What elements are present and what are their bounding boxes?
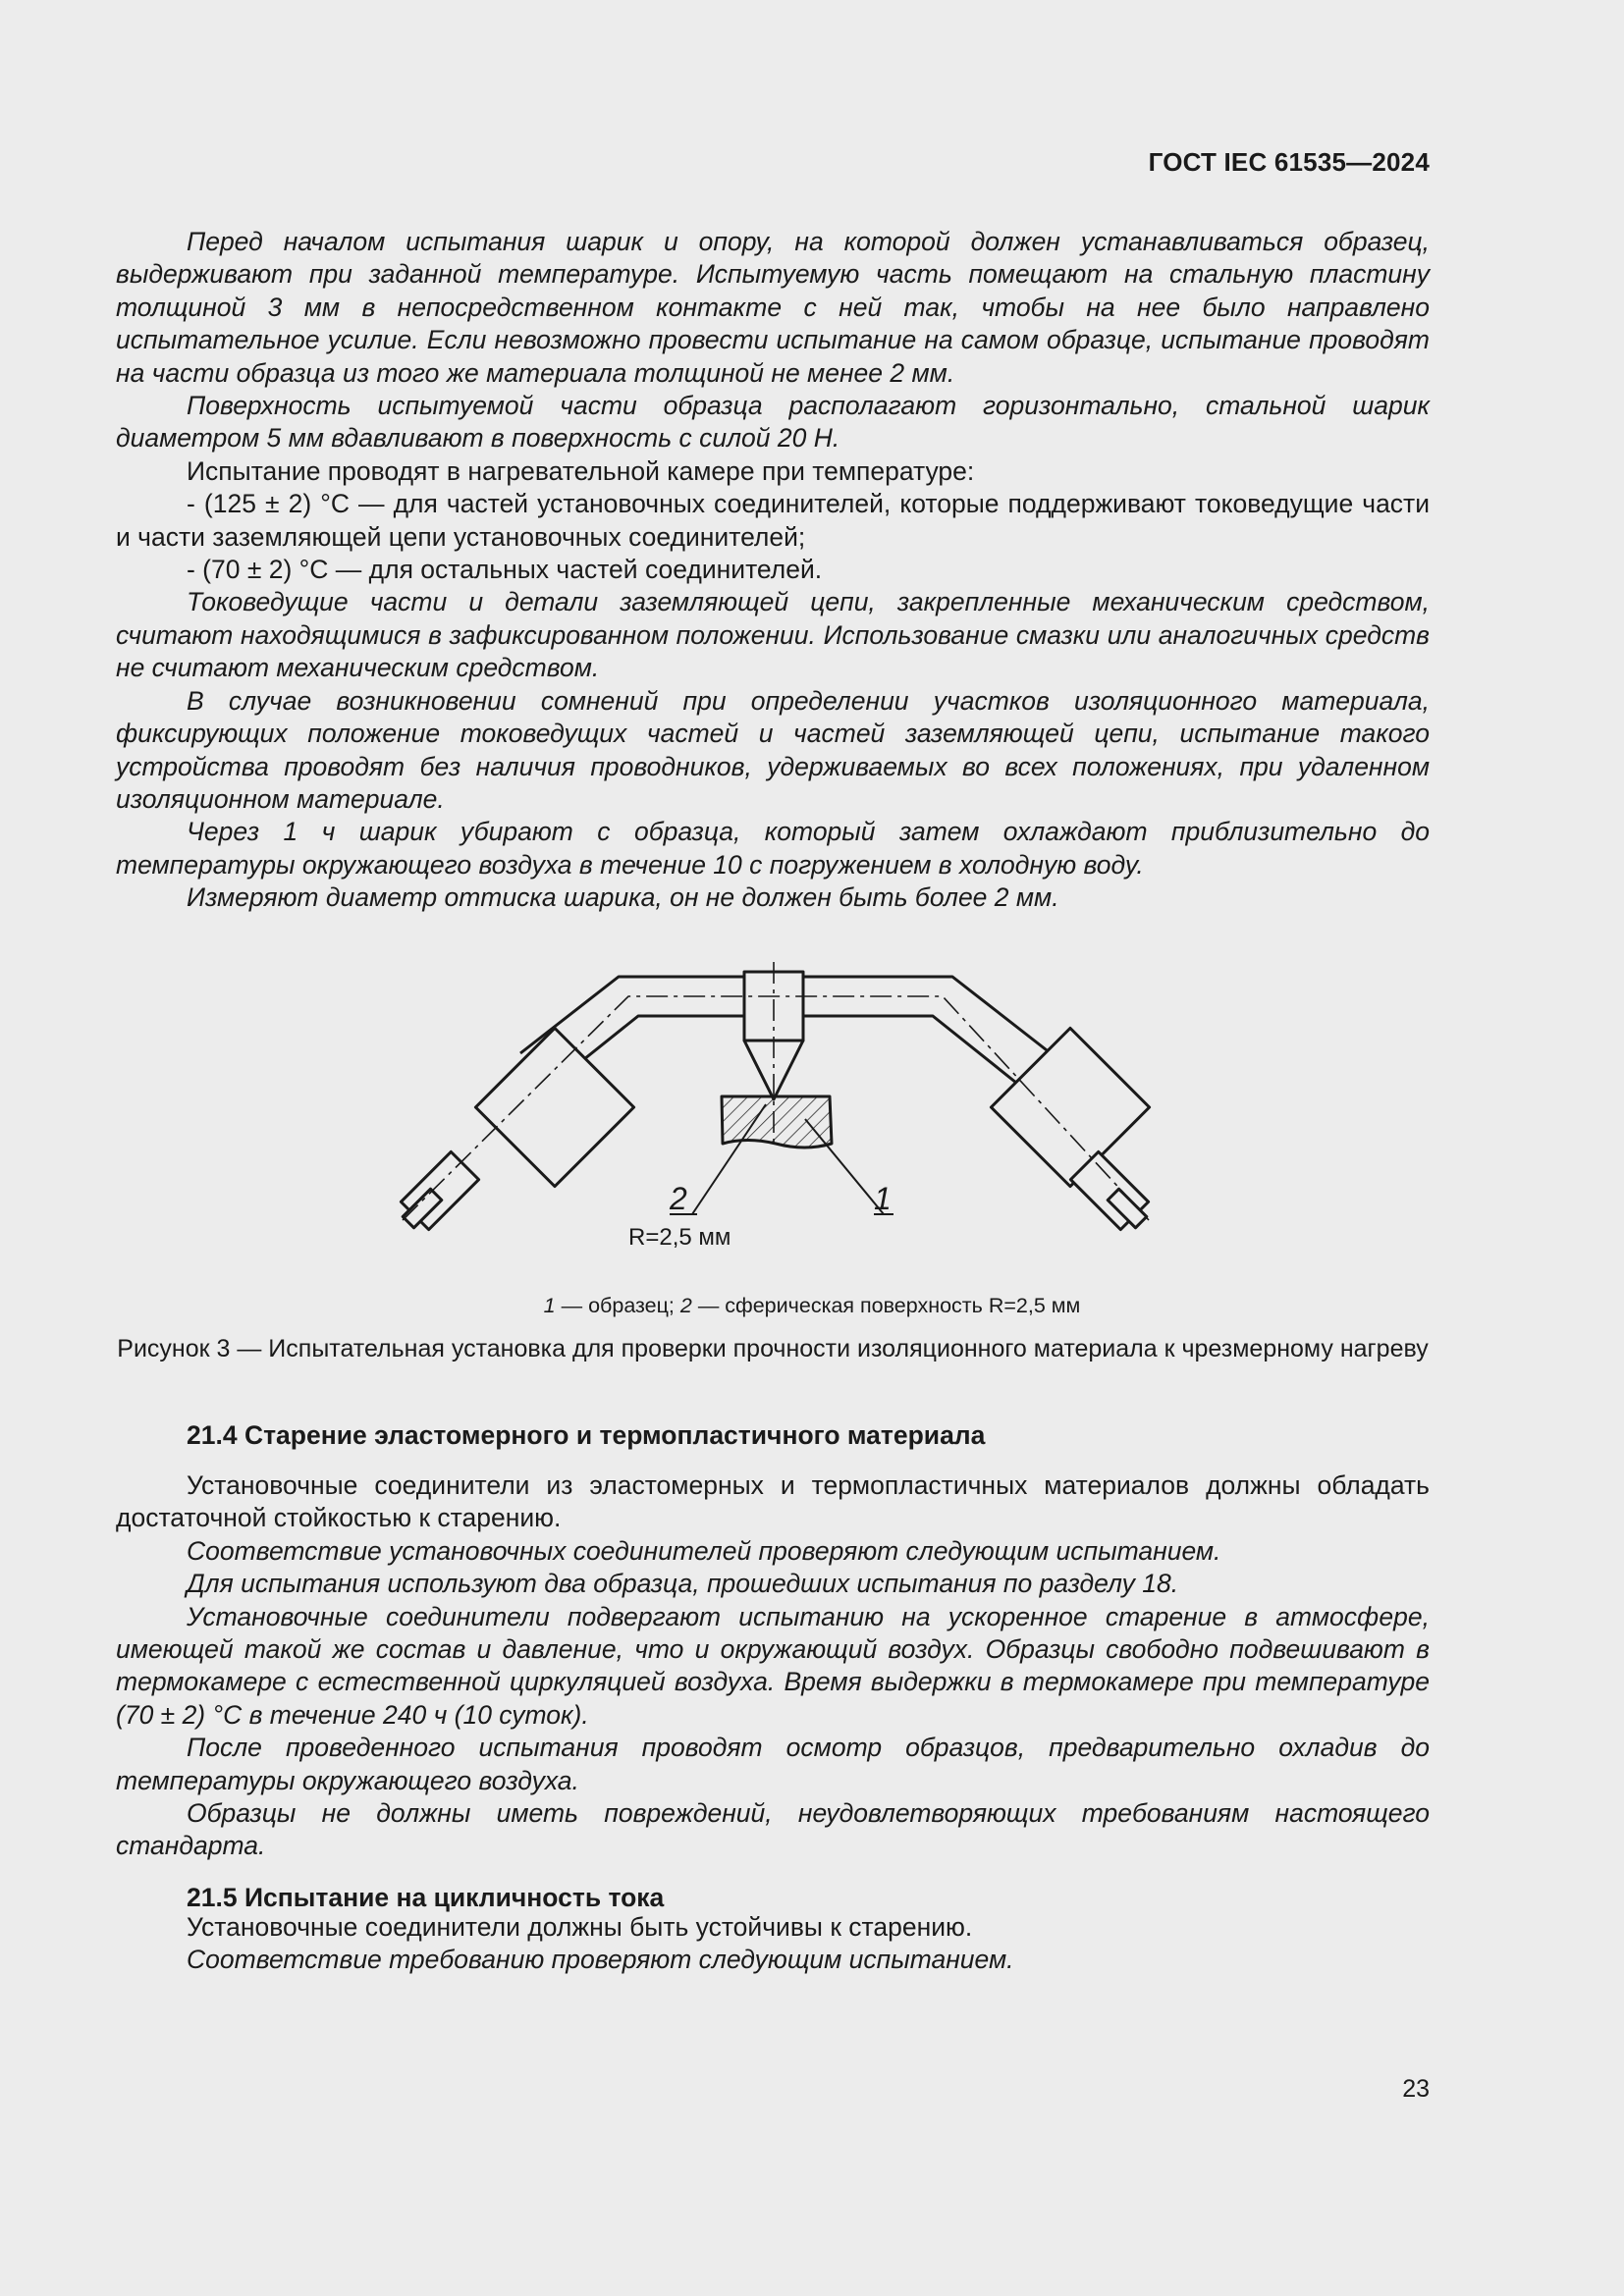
document-header: ГОСТ IEC 61535—2024 — [1148, 147, 1430, 177]
paragraph: Испытание проводят в нагревательной камере при температуре: — [187, 455, 975, 486]
right-weight-block — [991, 1028, 1149, 1186]
paragraph: Соответствие установочных соединителей проверяют следующим испытанием. — [187, 1535, 1221, 1566]
figure-legend — [0, 1294, 1624, 1318]
section-21-4-text — [116, 1469, 1430, 1863]
paragraph: Соответствие требованию проверяют следующим испытанием. — [187, 1945, 1014, 1975]
section-21-5-text — [116, 1911, 1430, 1977]
paragraph: Образцы не должны иметь повреждений, неудовлетворяющих требованиям настоящего стандарта. — [116, 1798, 1430, 1861]
label-1: 1 — [874, 1181, 892, 1216]
figure-3-test-apparatus — [373, 957, 1178, 1261]
paragraph: Через 1 ч шарик убирают с образца, который затем охлаждают приблизительно до температуры окружающего воздуха в течение 10 с погружением в холодную воду. — [116, 817, 1430, 880]
legend-number-2: 2 — [679, 1294, 692, 1317]
paragraph: Для испытания используют два образца, прошедших испытания по разделу 18. — [187, 1569, 1179, 1599]
legend-text-2: — сферическая поверхность R=2,5 мм — [691, 1294, 1081, 1317]
paragraph: Перед началом испытания шарик и опору, на которой должен устанавливаться образец, выдерживают при заданной температуре. Испытуемую часть помещают на стальную пластину толщиной 3 мм в непосредственном контакте с ней так, чтобы на нее было направлено испытательное усилие. Если невозможно провести испытание на самом образце, испытание проводят на части образца из того же материала толщиной не менее 2 мм. — [116, 227, 1430, 388]
specimen — [722, 1096, 832, 1148]
paragraph: В случае возникновении сомнений при определении участков изоляционного материала, фиксирующих положение токоведущих частей и частей заземляющей цепи, испытание такого устройства проводят без наличия проводников, удерживаемых во всех положениях, при удаленном изоляционном материале. — [116, 685, 1430, 814]
label-2: 2 — [670, 1181, 687, 1216]
section-21-3-text — [116, 226, 1430, 915]
figure-caption: Рисунок 3 — Испытательная установка для проверки прочности изоляционного материала к чрезмерному нагреву — [117, 1335, 1429, 1362]
paragraph: Установочные соединители из эластомерных и термопластичных материалов должны обладать достаточной стойкостью к старению. — [116, 1470, 1430, 1533]
paragraph: Установочные соединители должны быть устойчивы к старению. — [187, 1912, 973, 1942]
leader-line-1 — [805, 1119, 884, 1214]
paragraph: Измеряют диаметр оттиска шарика, он не должен быть более 2 мм. — [187, 882, 1059, 913]
section-21-5-heading: 21.5 Испытание на цикличность тока — [187, 1883, 665, 1912]
paragraph: Поверхность испытуемой части образца располагают горизонтально, стальной шарик диаметром 5 мм вдавливают в поверхность с силой 20 Н. — [116, 391, 1430, 454]
paragraph: Установочные соединители подвергают испытанию на ускоренное старение в атмосфере, имеющей такой же состав и давление, что и окружающий воздух. Образцы свободно подвешивают в термокамере с естественной циркуляцией воздуха. Время выдержки в термокамере при температуре (70 ± 2) °С в течение 240 ч (10 суток). — [116, 1601, 1430, 1730]
paragraph: - (70 ± 2) °С — для остальных частей соединителей. — [187, 555, 823, 585]
section-21-4-heading: 21.4 Старение эластомерного и термопластичного материала — [187, 1420, 986, 1450]
radius-label: R=2,5 мм — [628, 1224, 731, 1251]
paragraph: - (125 ± 2) °С — для частей установочных соединителей, которые поддерживают токоведущие части и части заземляющей цепи установочных соединителей; — [116, 489, 1430, 552]
apparatus-drawing — [373, 957, 1178, 1261]
legend-text-1: — образец; — [555, 1294, 680, 1317]
left-weight-block — [475, 1028, 633, 1186]
paragraph: После проведенного испытания проводят осмотр образцов, предварительно охладив до температуры окружающего воздуха. — [116, 1733, 1430, 1795]
paragraph: Токоведущие части и детали заземляющей цепи, закрепленные механическим средством, считают находящимися в зафиксированном положении. Использование смазки или аналогичных средств не считают механическим средством. — [116, 587, 1430, 683]
legend-number-1: 1 — [543, 1294, 556, 1317]
page-number: 23 — [1402, 2075, 1430, 2103]
